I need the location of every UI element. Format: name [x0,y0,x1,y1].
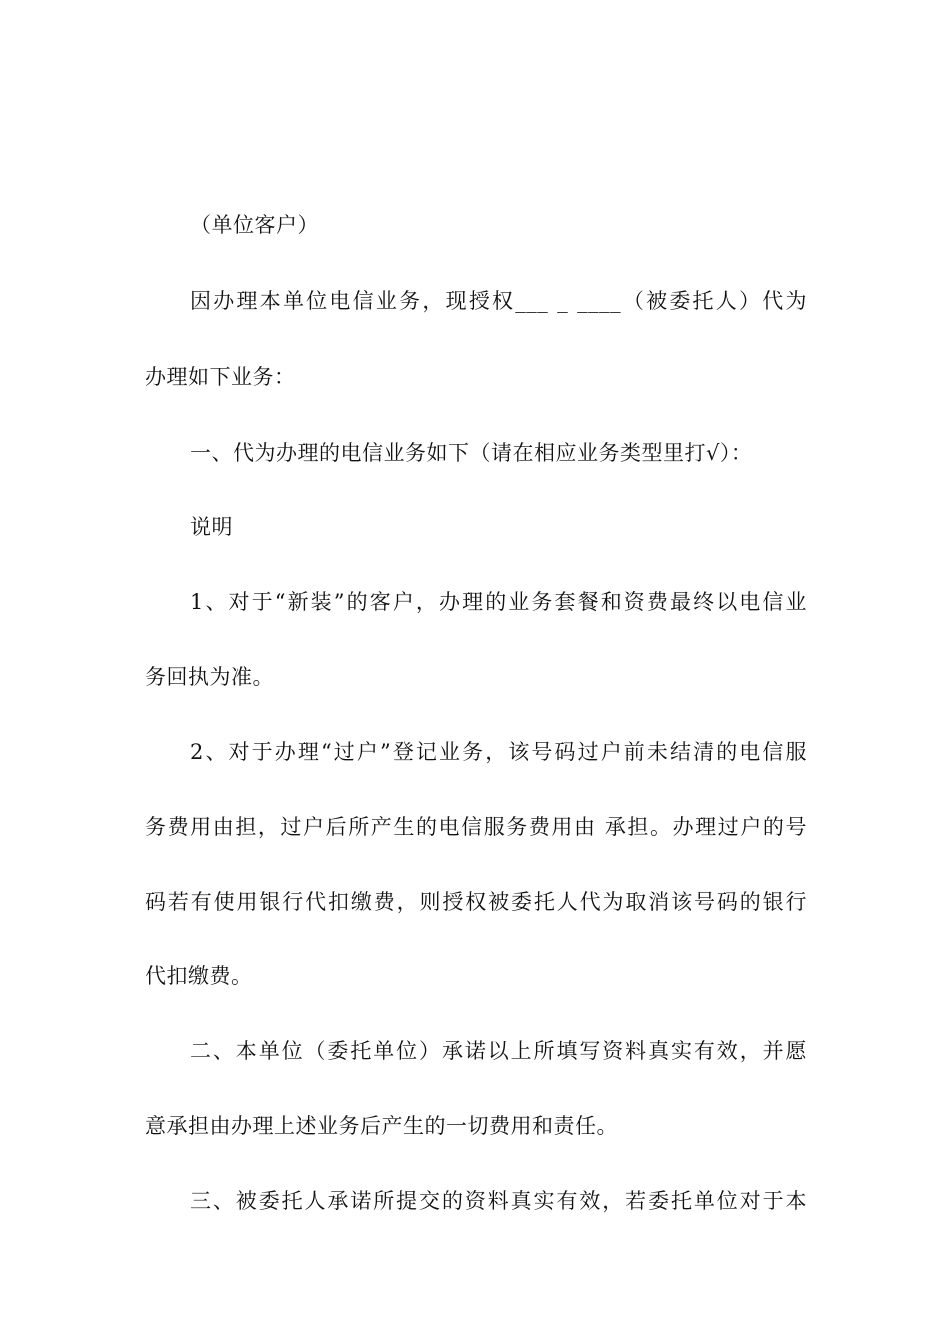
paragraph-line: 三、被委托人承诺所提交的资料真实有效，若委托单位对于本 [190,1189,807,1213]
paragraph-line: 2、对于办理“过户”登记业务，该号码过户前未结清的电信服 [190,740,807,764]
paragraph-line: 务回执为准。 [145,665,274,689]
section-heading: 一、代为办理的电信业务如下（请在相应业务类型里打√）： [190,441,753,465]
paragraph-line: 二、本单位（委托单位）承诺以上所填写资料真实有效，并愿 [190,1039,807,1063]
customer-type-heading: （单位客户） [190,213,319,237]
paragraph-line: 1、对于“新装”的客户，办理的业务套餐和资费最终以电信业 [190,590,807,614]
paragraph-line: 务费用由担，过户后所产生的电信服务费用由 承担。办理过户的号 [145,815,807,839]
paragraph-line: 意承担由办理上述业务后产生的一切费用和责任。 [145,1114,618,1138]
paragraph-line: 码若有使用银行代扣缴费，则授权被委托人代为取消该号码的银行 [145,890,807,914]
paragraph-line: 办理如下业务： [145,365,296,389]
paragraph-line: 代扣缴费。 [145,964,253,988]
paragraph-line: 因办理本单位电信业务，现授权___ _ ____（被委托人）代为 [190,289,807,313]
notes-heading: 说明 [190,515,233,539]
